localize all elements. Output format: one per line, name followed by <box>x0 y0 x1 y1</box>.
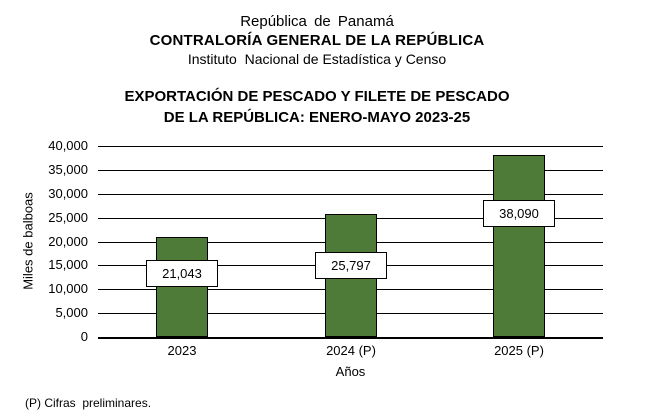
plot-area <box>98 146 603 339</box>
y-axis-title: Miles de balboas <box>20 192 36 290</box>
header-institute: Instituto Nacional de Estadística y Censo <box>187 51 447 67</box>
report-header <box>0 12 634 69</box>
x-category-label: 2025 (P) <box>494 343 544 358</box>
y-tick-label: 30,000 <box>48 186 88 201</box>
chart-title <box>0 86 634 128</box>
bar-value-label: 21,043 <box>146 260 218 287</box>
gridline <box>98 146 603 147</box>
bar-value-label: 25,797 <box>315 252 387 279</box>
x-category-label: 2023 <box>167 343 197 358</box>
chart-title-line1: EXPORTACIÓN DE PESCADO Y FILETE DE PESCADO <box>124 88 510 105</box>
chart-title-line2: DE LA REPÚBLICA: ENERO-MAYO 2023-25 <box>163 109 471 126</box>
x-axis-category-labels <box>98 343 603 359</box>
bar-2023 <box>156 237 208 337</box>
footnote: (P) Cifras preliminares. <box>25 396 152 410</box>
y-tick-label: 35,000 <box>48 162 88 177</box>
y-tick-label: 25,000 <box>48 210 88 225</box>
bar-value-label: 38,090 <box>483 200 555 227</box>
y-tick-label: 0 <box>80 329 88 344</box>
x-axis-title: Años <box>335 364 366 379</box>
header-country: República de Panamá <box>240 13 394 30</box>
y-tick-label: 5,000 <box>55 305 88 320</box>
y-tick-label: 15,000 <box>48 257 88 272</box>
y-axis-tick-labels <box>18 138 88 346</box>
y-tick-label: 40,000 <box>48 138 88 153</box>
bar-2025 (P) <box>493 155 545 337</box>
header-organization: CONTRALORÍA GENERAL DE LA REPÚBLICA <box>149 32 485 49</box>
y-tick-label: 10,000 <box>48 281 88 296</box>
y-tick-label: 20,000 <box>48 234 88 249</box>
x-category-label: 2024 (P) <box>326 343 376 358</box>
